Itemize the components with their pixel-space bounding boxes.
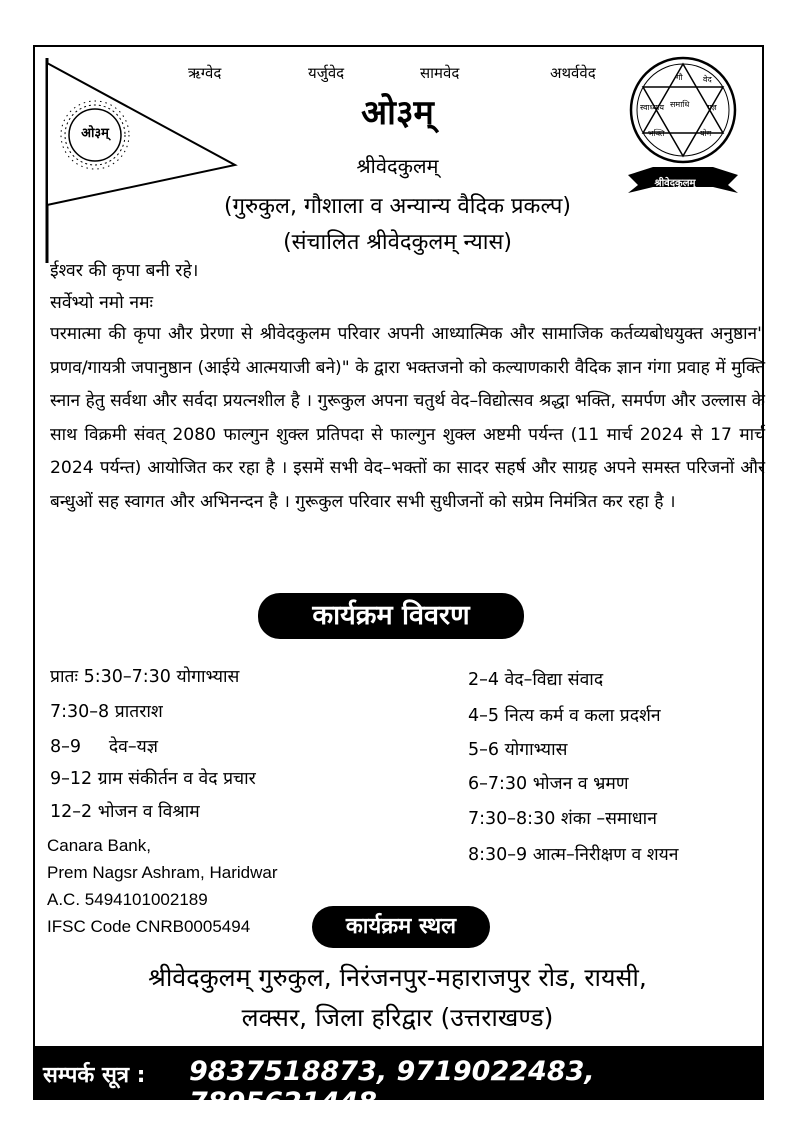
veda-samaveda: सामवेद [420,64,460,82]
bank-branch: Prem Nagsr Ashram, Haridwar [47,863,278,882]
schedule-item: 5–6 योगाभ्यास [468,740,568,760]
seal-word-yajna: यज्ञ [707,103,717,112]
bank-ifsc: IFSC Code CNRB0005494 [47,917,251,936]
invitation-paragraph: परमात्मा की कृपा और प्रेरणा से श्रीवेदकुलम परिवार अपनी आध्यात्मिक और सामाजिक कर्तव्यबोधयुक्त अनुष्ठान" प्रणव/गायत्री जपानुष्ठान (आईये आत्मयाजी बने)" के द्वारा भक्तजनो को कल्याणकारी वैदिक ज्ञान गंगा प्रवाह में मुक्ति स्नान हेतु सर्वथा और सर्वदा प्रयत्नशील है । गुरूकुल अपना चतुर्थ वेद–विद्योत्सव श्रद्धा भक्ति, समर्पण और उल्लास के साथ विक्रमी संवत् 2080 फाल्गुन शुक्ल प्रतिपदा से फाल्गुन शुक्ल अष्टमी पर्यन्त (11 मार्च 2024 से 17 मार्च 2024 पर्यन्त) आयोजित कर रहा है । इसमें सभी वेद–भक्तों का सादर सहर्ष और साग्रह अपने समस्त परिजनों और बन्धुओं सह स्वागत और अभिनन्दन है । गुरूकुल परिवार सभी सुधीजनों को सप्रेम निमंत्रित कर रहा है । [50,324,765,512]
seal-word-samadhi: समाधि [670,100,690,109]
schedule-item: प्रातः 5:30–7:30 योगाभ्यास [50,667,240,687]
org-trust: (संचालित श्रीवेदकुलम् न्यास) [283,230,512,255]
org-subtitle: (गुरुकुल, गौशाला व अन्यान्य वैदिक प्रकल्प) [224,194,571,219]
contact-bar [33,1046,764,1118]
greeting-salutation: सर्वेभ्यो नमो नमः [50,293,154,313]
seal-word-gau: गौ [676,73,683,82]
veda-yajurveda: यर्जुवेद [308,64,345,82]
greeting-blessing: ईश्वर की कृपा बनी रहे। [50,261,199,281]
schedule-item: 6–7:30 भोजन व भ्रमण [468,774,629,794]
seal-word-veda: वेद [703,75,712,84]
venue-line-2: लक्सर, जिला हरिद्वार (उत्तराखण्ड) [241,1003,554,1032]
veda-rigveda: ऋग्वेद [188,64,222,82]
venue-heading: कार्यक्रम स्थल [312,906,490,948]
schedule-item: 7:30–8:30 शंका –समाधान [468,809,657,829]
seal-ribbon-text: श्रीवेदकुलम् [654,178,696,189]
schedule-item: 2–4 वेद–विद्या संवाद [468,670,604,690]
schedule-item: 8:30–9 आत्म–निरीक्षण व शयन [468,845,679,865]
schedule-item: 12–2 भोजन व विश्राम [50,802,200,822]
schedule-item: 9–12 ग्राम संकीर्तन व वेद प्रचार [50,769,256,789]
veda-atharvaveda: अथर्ववेद [550,64,596,82]
schedule-item: 4–5 नित्य कर्म व कला प्रदर्शन [468,706,661,726]
org-name: श्रीवेदकुलम् [356,154,439,178]
program-heading: कार्यक्रम विवरण [258,593,524,639]
seal-word-bhakti: भक्ति [648,129,665,138]
bank-name: Canara Bank, [47,836,151,855]
venue-line-1: श्रीवेदकुलम् गुरुकुल, निरंजनपुर-महाराजपुर रोड, रायसी, [148,963,647,992]
flag-emblem-text: ओ३म् [81,126,109,141]
schedule-item: 8–9 देव–यज्ञ [50,737,158,757]
seal-word-yoga: योग [700,129,712,138]
contact-numbers: 9837518873, 9719022483, 7895621448 [189,1056,595,1118]
bank-account: A.C. 5494101002189 [47,890,208,909]
om-heading: ओ३म् [361,93,434,133]
contact-label: सम्पर्क सूत्र : [43,1063,146,1088]
schedule-item: 7:30–8 प्रातराश [50,702,163,722]
seal-word-swadhyaya: स्वाध्याय [640,103,664,112]
